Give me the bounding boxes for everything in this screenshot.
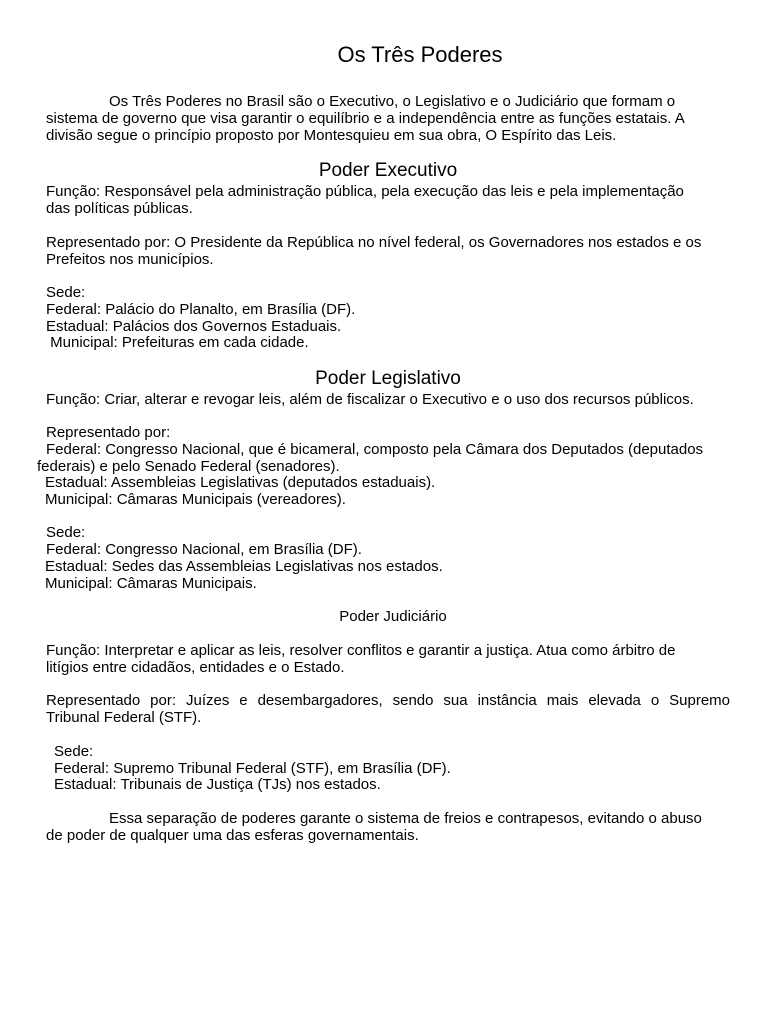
legislativo-representado-line: Federal: Congresso Nacional, que é bicameral, composto pela Câmara dos Deputados (deputados xyxy=(46,441,704,458)
executivo-funcao-line: Função: Responsável pela administração pública, pela execução das leis e pela implementação xyxy=(46,183,684,200)
legislativo-sede-line: Federal: Congresso Nacional, em Brasília (DF). xyxy=(46,541,362,558)
legislativo-representado-label: Representado por: xyxy=(46,424,171,441)
executivo-sede-line: Estadual: Palácios dos Governos Estaduais. xyxy=(46,318,342,335)
judiciario-sede-label: Sede: xyxy=(54,743,94,760)
intro-line: Os Três Poderes no Brasil são o Executivo, o Legislativo e o Judiciário que formam o xyxy=(109,93,676,110)
legislativo-representado-line: Estadual: Assembleias Legislativas (deputados estaduais). xyxy=(45,474,436,491)
executivo-sede-line: Municipal: Prefeituras em cada cidade. xyxy=(46,334,309,351)
section-heading-judiciario: Poder Judiciário xyxy=(339,608,447,625)
conclusao-line: de poder de qualquer uma das esferas governamentais. xyxy=(46,827,419,844)
conclusao-line: Essa separação de poderes garante o sistema de freios e contrapesos, evitando o abuso xyxy=(109,810,702,827)
executivo-sede-line: Federal: Palácio do Planalto, em Brasília (DF). xyxy=(46,301,356,318)
executivo-representado-line: Representado por: O Presidente da República no nível federal, os Governadores nos estados e os xyxy=(46,234,702,251)
judiciario-funcao-line: Função: Interpretar e aplicar as leis, resolver conflitos e garantir a justiça. Atua como árbitro de xyxy=(46,642,676,659)
executivo-funcao-line: das políticas públicas. xyxy=(46,200,193,217)
legislativo-representado-line: Municipal: Câmaras Municipais (vereadores). xyxy=(45,491,346,508)
judiciario-representado-line: Tribunal Federal (STF). xyxy=(46,709,202,726)
document-title: Os Três Poderes xyxy=(337,42,503,67)
judiciario-sede-line: Estadual: Tribunais de Justiça (TJs) nos estados. xyxy=(54,776,381,793)
legislativo-sede-line: Estadual: Sedes das Assembleias Legislativas nos estados. xyxy=(45,558,443,575)
intro-line: divisão segue o princípio proposto por Montesquieu em sua obra, O Espírito das Leis. xyxy=(46,127,617,144)
intro-line: sistema de governo que visa garantir o equilíbrio e a independência entre as funções estatais. A xyxy=(46,110,685,127)
section-heading-executivo: Poder Executivo xyxy=(318,160,458,181)
executivo-sede-label: Sede: xyxy=(46,284,86,301)
judiciario-sede-line: Federal: Supremo Tribunal Federal (STF), em Brasília (DF). xyxy=(54,760,451,777)
legislativo-sede-label: Sede: xyxy=(46,524,86,541)
section-heading-legislativo: Poder Legislativo xyxy=(315,368,461,389)
judiciario-funcao-line: litígios entre cidadãos, entidades e o Estado. xyxy=(46,659,345,676)
legislativo-sede-line: Municipal: Câmaras Municipais. xyxy=(45,575,257,592)
legislativo-funcao-line: Função: Criar, alterar e revogar leis, além de fiscalizar o Executivo e o uso dos recursos públicos. xyxy=(46,391,694,408)
legislativo-representado-line: federais) e pelo Senado Federal (senadores). xyxy=(37,458,340,475)
executivo-representado-line: Prefeitos nos municípios. xyxy=(46,251,214,268)
judiciario-representado-line: Representado por: Juízes e desembargadores, sendo sua instância mais elevada o Supremo xyxy=(46,692,730,709)
